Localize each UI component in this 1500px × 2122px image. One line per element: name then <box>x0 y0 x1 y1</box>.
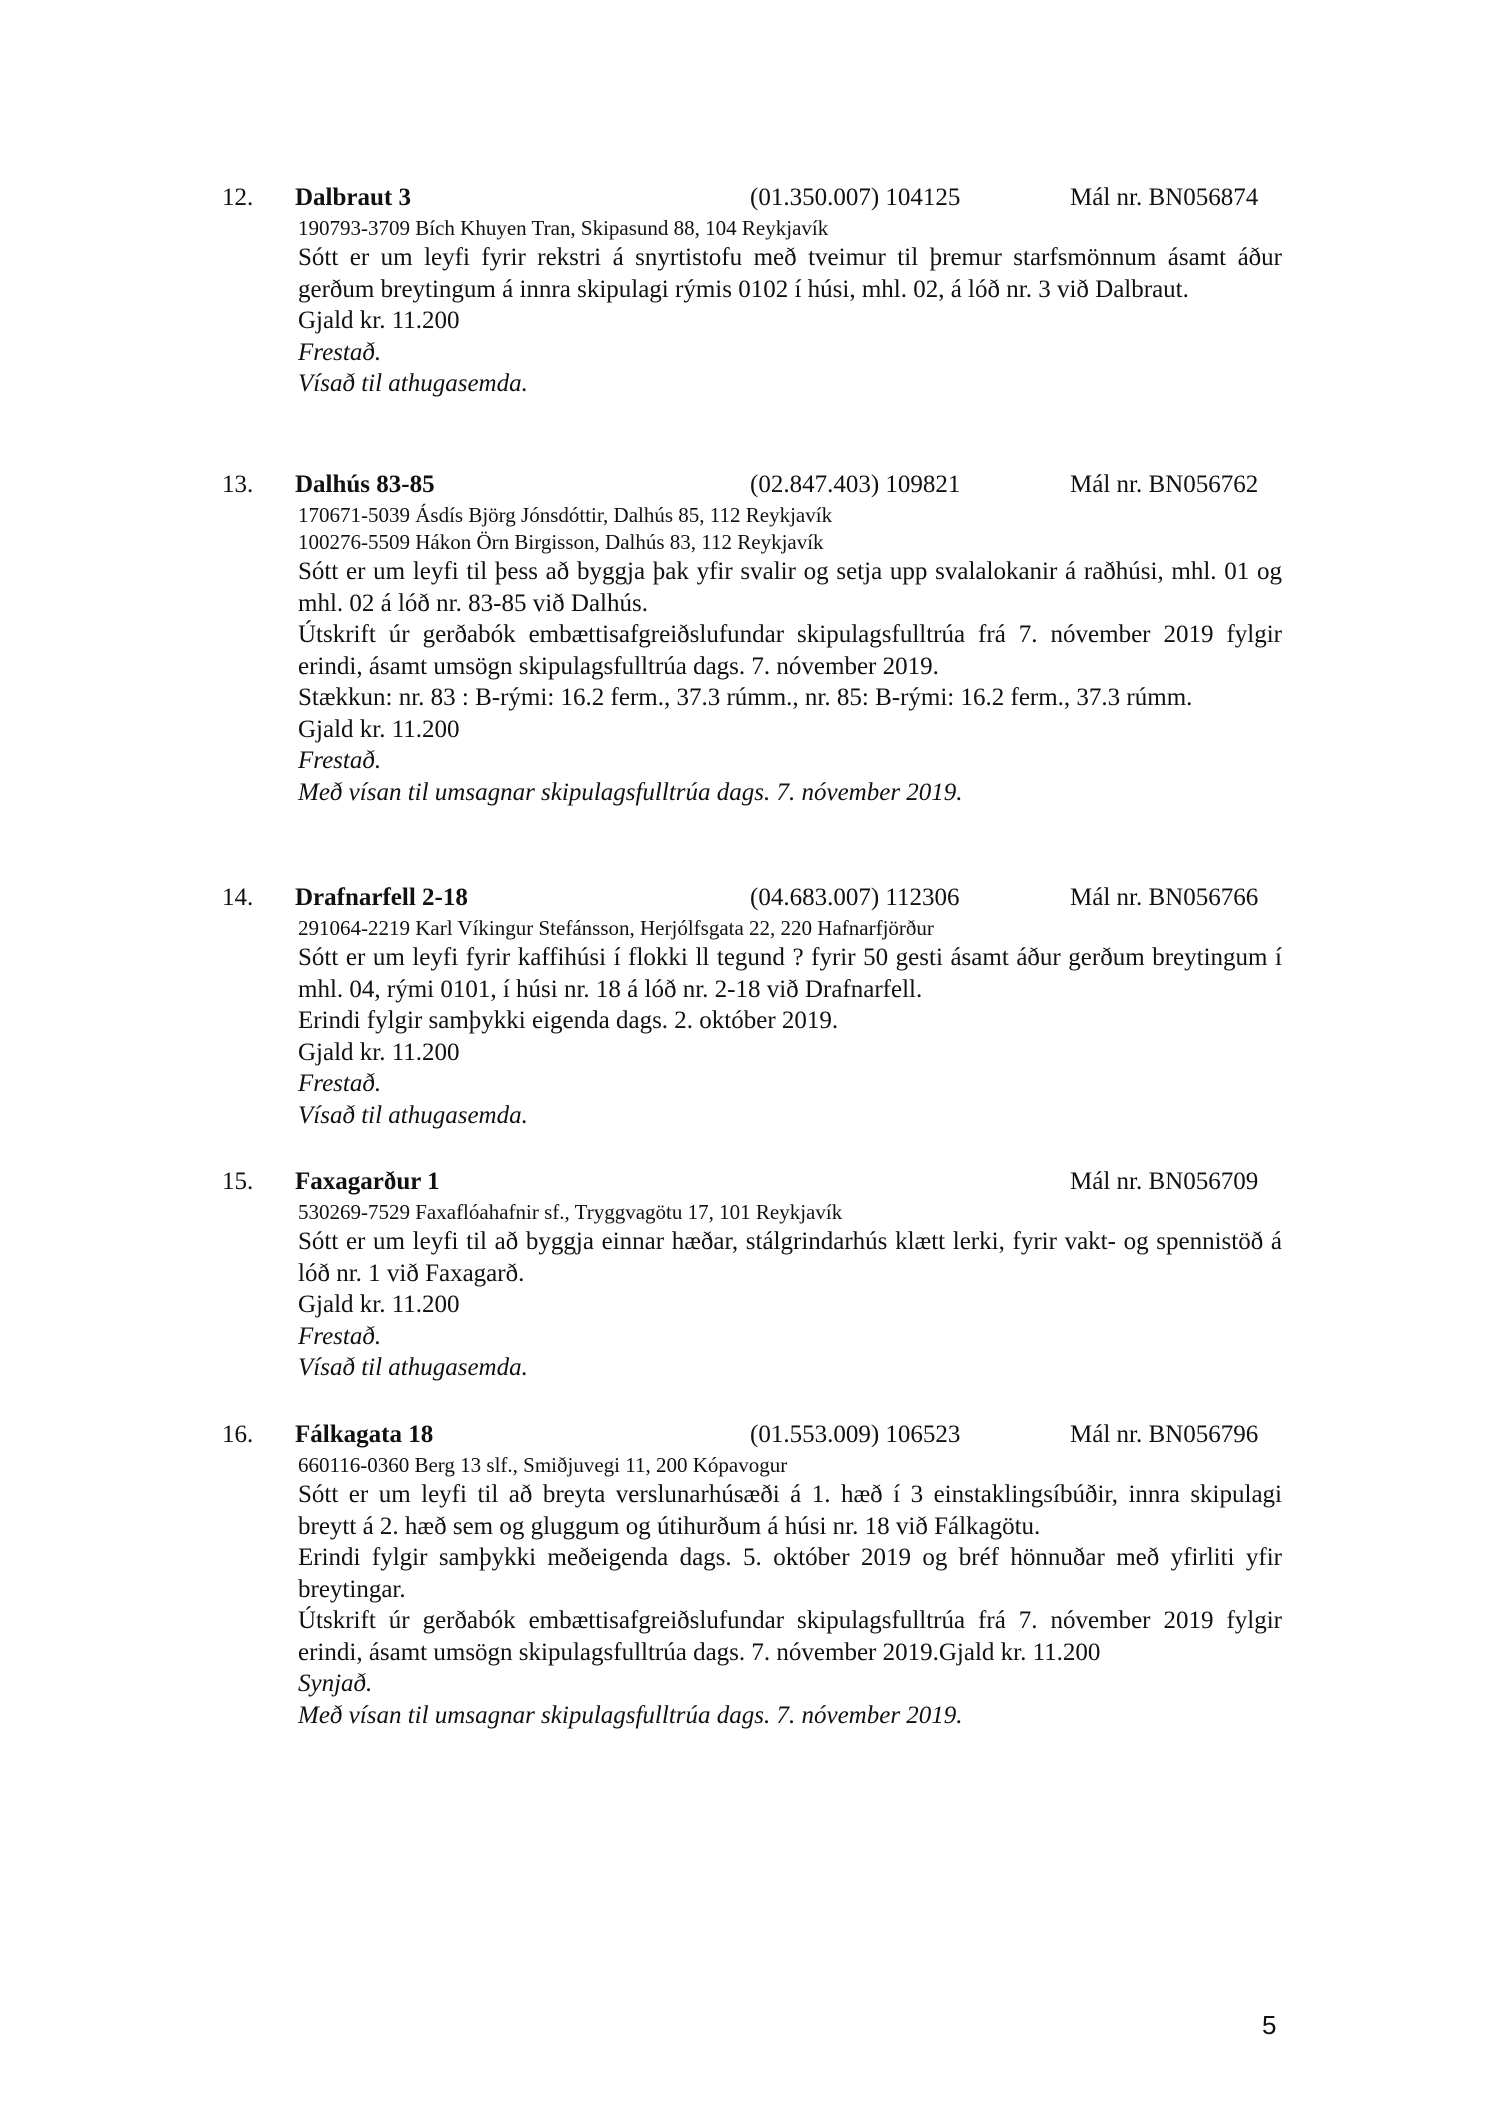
case-number: 14. <box>222 884 254 911</box>
case-fee: Gjald kr. 11.200 <box>298 1291 460 1318</box>
case-note: Vísað til athugasemda. <box>298 1101 528 1129</box>
applicant: 190793-3709 Bích Khuyen Tran, Skipasund 88, 104 Reykjavík <box>298 216 829 240</box>
applicant: 291064-2219 Karl Víkingur Stefánsson, Herjólfsgata 22, 220 Hafnarfjörður <box>298 916 934 940</box>
case-decision: Frestað. <box>298 1070 382 1097</box>
case-paragraph: Útskrift úr gerðabók embættisafgreiðslufundar skipulagsfulltrúa frá 7. nóvember 2019 fylgir erindi, ásamt umsögn skipulagsfulltrúa dags. 7. nóvember 2019. <box>298 621 1282 680</box>
case-number: 16. <box>222 1421 254 1448</box>
case-note: Með vísan til umsagnar skipulagsfulltrúa dags. 7. nóvember 2019. <box>298 1701 963 1729</box>
applicant: 530269-7529 Faxaflóahafnir sf., Tryggvagötu 17, 101 Reykjavík <box>298 1200 843 1224</box>
case-address: Faxagarður 1 <box>295 1168 440 1195</box>
case-header <box>222 468 1282 502</box>
applicant: 100276-5509 Hákon Örn Birgisson, Dalhús 83, 112 Reykjavík <box>298 530 824 554</box>
case-item <box>222 468 1282 808</box>
case-paragraph: Sótt er um leyfi til þess að byggja þak yfir svalir og setja upp svalalokanir á raðhúsi, mhl. 01 og mhl. 02 á lóð nr. 83-85 við Dalhús. <box>298 558 1282 617</box>
case-decision: Synjað. <box>298 1670 373 1697</box>
applicant: 660116-0360 Berg 13 slf., Smiðjuvegi 11, 200 Kópavogur <box>298 1453 788 1477</box>
case-address: Fálkagata 18 <box>295 1421 434 1448</box>
case-land-number: (01.553.009) 106523 <box>750 1421 961 1448</box>
case-paragraph: Erindi fylgir samþykki eigenda dags. 2. október 2019. <box>298 1007 839 1034</box>
case-reference: Mál nr. BN056766 <box>1070 884 1259 911</box>
applicant: 170671-5039 Ásdís Björg Jónsdóttir, Dalhús 85, 112 Reykjavík <box>298 503 833 527</box>
case-land-number: (04.683.007) 112306 <box>750 884 960 911</box>
case-body <box>298 915 1282 1131</box>
case-paragraph: Útskrift úr gerðabók embættisafgreiðslufundar skipulagsfulltrúa frá 7. nóvember 2019 fylgir erindi, ásamt umsögn skipulagsfulltrúa dags. 7. nóvember 2019.Gjald kr. 11.200 <box>298 1607 1282 1666</box>
case-reference: Mál nr. BN056709 <box>1070 1168 1259 1195</box>
case-paragraph: Erindi fylgir samþykki meðeigenda dags. 5. október 2019 og bréf hönnuðar með yfirliti yfir breytingar. <box>298 1544 1282 1603</box>
case-address: Drafnarfell 2-18 <box>295 884 468 911</box>
case-number: 12. <box>222 184 254 211</box>
case-note: Með vísan til umsagnar skipulagsfulltrúa dags. 7. nóvember 2019. <box>298 778 963 806</box>
case-header <box>222 1165 1282 1199</box>
case-reference: Mál nr. BN056796 <box>1070 1421 1259 1448</box>
case-address: Dalbraut 3 <box>295 184 411 211</box>
case-reference: Mál nr. BN056762 <box>1070 471 1259 498</box>
case-body <box>298 1199 1282 1384</box>
case-item <box>222 1165 1282 1384</box>
case-reference: Mál nr. BN056874 <box>1070 184 1259 211</box>
case-header <box>222 1418 1282 1452</box>
case-paragraph: Stækkun: nr. 83 : B-rými: 16.2 ferm., 37.3 rúmm., nr. 85: B-rými: 16.2 ferm., 37.3 rúmm. <box>298 684 1193 711</box>
case-body <box>298 502 1282 808</box>
case-paragraph: Sótt er um leyfi fyrir rekstri á snyrtistofu með tveimur til þremur starfsmönnum ásamt áður gerðum breytingum á innra skipulagi rýmis 0102 í húsi, mhl. 02, á lóð nr. 3 við Dalbraut. <box>298 244 1282 303</box>
case-decision: Frestað. <box>298 338 382 366</box>
case-address: Dalhús 83-85 <box>295 471 435 498</box>
case-paragraph: Sótt er um leyfi til að breyta verslunarhúsæði á 1. hæð í 3 einstaklingsíbúðir, innra skipulagi breytt á 2. hæð sem og gluggum og útihurðum á húsi nr. 18 við Fálkagötu. <box>298 1481 1282 1540</box>
case-paragraph: Sótt er um leyfi til að byggja einnar hæðar, stálgrindarhús klætt lerki, fyrir vakt- og spennistöð á lóð nr. 1 við Faxagarð. <box>298 1228 1282 1287</box>
case-number: 13. <box>222 471 254 498</box>
case-land-number: (01.350.007) 104125 <box>750 184 961 211</box>
case-decision: Frestað. <box>298 747 382 774</box>
case-item <box>222 181 1282 400</box>
case-number: 15. <box>222 1168 254 1195</box>
case-paragraph: Sótt er um leyfi fyrir kaffihúsi í flokki ll tegund ? fyrir 50 gesti ásamt áður gerðum breytingum í mhl. 04, rými 0101, í húsi nr. 18 á lóð nr. 2-18 við Drafnarfell. <box>298 944 1282 1003</box>
case-fee: Gjald kr. 11.200 <box>298 307 460 334</box>
case-note: Vísað til athugasemda. <box>298 1354 528 1381</box>
case-body <box>298 215 1282 400</box>
case-note: Vísað til athugasemda. <box>298 370 528 397</box>
case-body <box>298 1452 1282 1731</box>
case-land-number: (02.847.403) 109821 <box>750 471 961 498</box>
case-item <box>222 1418 1282 1731</box>
page-number: 5 <box>1262 2010 1277 2040</box>
case-decision: Frestað. <box>298 1322 382 1350</box>
case-item <box>222 881 1282 1131</box>
case-fee: Gjald kr. 11.200 <box>298 1038 460 1066</box>
case-header <box>222 181 1282 215</box>
case-fee: Gjald kr. 11.200 <box>298 715 460 743</box>
case-header <box>222 881 1282 915</box>
